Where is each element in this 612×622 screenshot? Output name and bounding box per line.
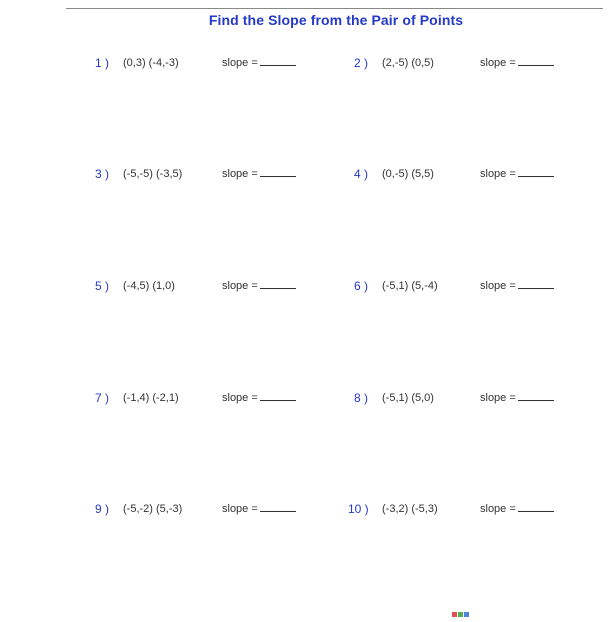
point-pair: (0,3) (-4,-3)	[123, 57, 179, 69]
problem-6	[306, 278, 612, 294]
point-pair: (2,-5) (0,5)	[382, 57, 434, 69]
problem-number: 5 )	[95, 279, 110, 293]
answer-blank[interactable]	[518, 166, 554, 177]
slope-answer-field[interactable]	[222, 55, 296, 71]
page-title: Find the Slope from the Pair of Points	[208, 12, 464, 28]
point-pair: (-5,-5) (-3,5)	[123, 168, 183, 180]
problem-number: 3 )	[95, 167, 110, 181]
point-pair: (0,-5) (5,5)	[382, 168, 434, 180]
answer-blank[interactable]	[260, 55, 296, 66]
point-pair: (-5,1) (5,0)	[382, 392, 434, 404]
slope-answer-field[interactable]	[480, 501, 554, 517]
footer-logo-fragment	[452, 604, 474, 610]
slope-answer-field[interactable]	[480, 390, 554, 406]
answer-blank[interactable]	[518, 278, 554, 289]
problem-5	[0, 278, 306, 294]
problem-number: 8 )	[354, 391, 369, 405]
slope-label: slope =	[480, 57, 516, 69]
point-pair: (-4,5) (1,0)	[123, 280, 175, 292]
answer-blank[interactable]	[260, 501, 296, 512]
problem-4	[306, 166, 612, 182]
slope-answer-field[interactable]	[222, 278, 296, 294]
point-pair: (-5,-2) (5,-3)	[123, 503, 183, 515]
problem-number: 4 )	[354, 167, 369, 181]
problem-8	[306, 390, 612, 406]
problem-3	[0, 166, 306, 182]
problem-2	[306, 55, 612, 71]
problem-number: 6 )	[354, 279, 369, 293]
problem-number: 7 )	[95, 391, 110, 405]
problem-7	[0, 390, 306, 406]
point-pair: (-1,4) (-2,1)	[123, 392, 179, 404]
problem-number: 9 )	[95, 502, 110, 516]
problem-number: 10 )	[348, 502, 369, 516]
answer-blank[interactable]	[260, 166, 296, 177]
slope-label: slope =	[222, 392, 258, 404]
slope-answer-field[interactable]	[222, 166, 296, 182]
slope-label: slope =	[480, 503, 516, 515]
point-pair: (-5,1) (5,-4)	[382, 280, 438, 292]
problem-number: 1 )	[95, 56, 110, 70]
slope-label: slope =	[222, 57, 258, 69]
answer-blank[interactable]	[260, 390, 296, 401]
slope-label: slope =	[222, 280, 258, 292]
problem-9	[0, 501, 306, 517]
problem-1	[0, 55, 306, 71]
slope-label: slope =	[480, 280, 516, 292]
slope-label: slope =	[222, 168, 258, 180]
slope-label: slope =	[480, 392, 516, 404]
answer-blank[interactable]	[518, 390, 554, 401]
slope-answer-field[interactable]	[222, 390, 296, 406]
answer-blank[interactable]	[518, 501, 554, 512]
slope-answer-field[interactable]	[480, 278, 554, 294]
slope-answer-field[interactable]	[480, 166, 554, 182]
slope-answer-field[interactable]	[480, 55, 554, 71]
slope-label: slope =	[480, 168, 516, 180]
problem-number: 2 )	[354, 56, 369, 70]
slope-answer-field[interactable]	[222, 501, 296, 517]
answer-blank[interactable]	[260, 278, 296, 289]
top-rule	[66, 8, 603, 9]
slope-label: slope =	[222, 503, 258, 515]
problem-10	[306, 501, 612, 517]
point-pair: (-3,2) (-5,3)	[382, 503, 438, 515]
answer-blank[interactable]	[518, 55, 554, 66]
